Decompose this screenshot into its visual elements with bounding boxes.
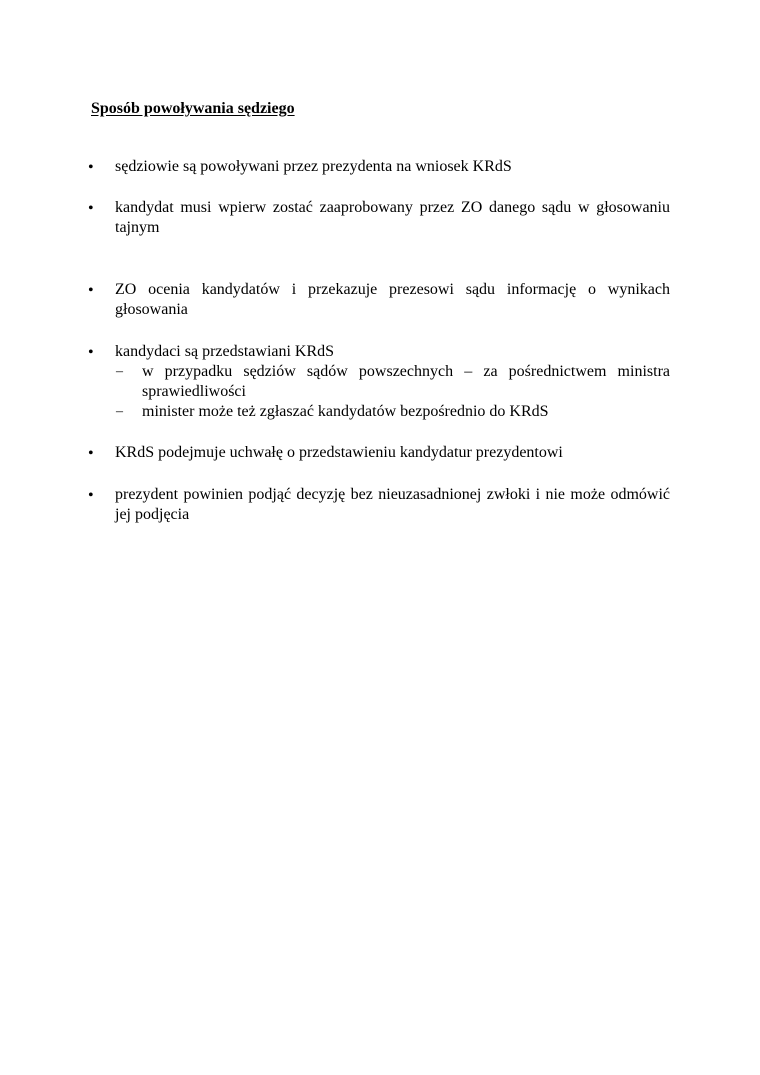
list-item: ZO ocenia kandydatów i przekazuje prezesowi sądu informację o wynikach głosowania <box>115 281 670 318</box>
bullet-marker: • <box>88 445 94 462</box>
sub-bullet-marker: – <box>116 364 123 379</box>
bullet-marker: • <box>88 282 94 299</box>
list-item: sędziowie są powoływani przez prezydenta na wniosek KRdS <box>115 158 512 175</box>
bullet-marker: • <box>88 200 94 217</box>
bullet-marker: • <box>88 159 94 176</box>
sub-list-item: w przypadku sędziów sądów powszechnych – za pośrednictwem ministra sprawiedliwości <box>142 363 670 400</box>
sub-list-item: minister może też zgłaszać kandydatów bezpośrednio do KRdS <box>142 403 549 420</box>
sub-bullet-marker: – <box>116 404 123 419</box>
list-item: prezydent powinien podjąć decyzję bez nieuzasadnionej zwłoki i nie może odmówić jej podjęcia <box>115 486 670 523</box>
list-item: kandydat musi wpierw zostać zaaprobowany przez ZO danego sądu w głosowaniu tajnym <box>115 199 670 236</box>
bullet-marker: • <box>88 487 94 504</box>
list-item: kandydaci są przedstawiani KRdS <box>115 343 335 360</box>
document-title: Sposób powoływania sędziego <box>91 100 295 117</box>
list-item: KRdS podejmuje uchwałę o przedstawieniu kandydatur prezydentowi <box>115 444 563 461</box>
bullet-marker: • <box>88 344 94 361</box>
